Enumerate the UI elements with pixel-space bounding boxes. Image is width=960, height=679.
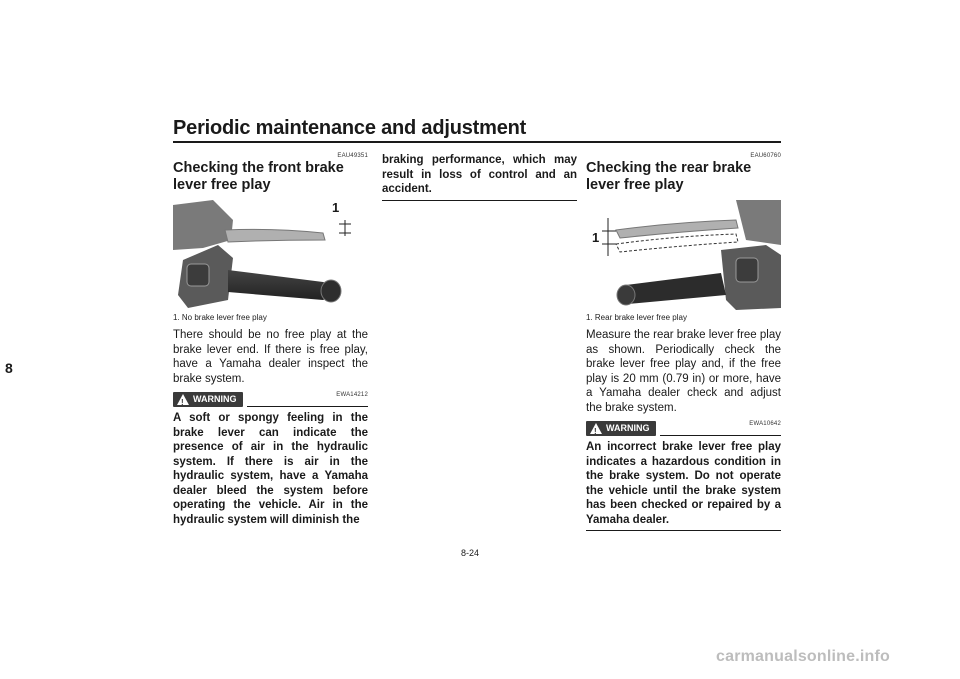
left-column (173, 153, 368, 527)
rear-brake-lever-illustration (586, 200, 781, 310)
rear-brake-lever-photo (586, 200, 781, 310)
front-brake-lever-illustration (173, 200, 368, 310)
chapter-number: 8 (5, 360, 13, 376)
figure-caption: 1. No brake lever free play (173, 313, 267, 322)
warning-divider (247, 406, 369, 407)
watermark: carmanualsonline.info (716, 648, 891, 665)
warning-triangle-icon (590, 423, 602, 434)
figure-caption: 1. Rear brake lever free play (586, 313, 687, 322)
warning-label: WARNING (606, 423, 650, 433)
middle-column (382, 153, 577, 201)
warning-label: WARNING (193, 394, 237, 404)
warning-text: A soft or spongy feeling in the brake lever can indicate the presence of air in the hydraulic system. If there is air in the hydraulic system, have a Yamaha dealer bleed the system before operating the vehicle. Air in the hydraulic system will diminish the (173, 412, 368, 526)
warning-end-divider (586, 530, 781, 531)
warning-code: EWA14212 (336, 392, 368, 398)
header-divider (173, 141, 781, 143)
page-number: 8-24 (461, 548, 480, 558)
chapter-tab (0, 290, 24, 590)
right-column (586, 153, 781, 531)
warning-badge (173, 392, 243, 407)
warning-code: EWA10642 (749, 421, 781, 427)
warning-end-divider (382, 200, 577, 201)
page-header-title: Periodic maintenance and adjustment (173, 117, 527, 139)
warning-text: An incorrect brake lever free play indicates a hazardous condition in the brake system. Do not operate the vehicle until the brake system has been checked or repaired by a Yamaha dealer. (586, 441, 781, 526)
warning-divider (660, 435, 782, 436)
figure-callout-number: 1 (332, 200, 340, 215)
warning-text-continued: braking performance, which may result in loss of control and an accident. (382, 154, 577, 195)
front-brake-lever-photo (173, 200, 368, 310)
section-heading: Checking the rear brake lever free play (586, 160, 752, 193)
section-code: EAU60760 (750, 153, 781, 159)
warning-badge (586, 421, 656, 436)
figure-callout-number: 1 (592, 230, 600, 245)
body-paragraph: There should be no free play at the brake lever end. If there is free play, have a Yamaha dealer inspect the brake system. (173, 329, 368, 385)
warning-triangle-icon (177, 394, 189, 405)
section-code: EAU49351 (337, 153, 368, 159)
section-heading: Checking the front brake lever free play (173, 160, 344, 193)
body-paragraph: Measure the rear brake lever free play as shown. Periodically check the brake lever free play and, if the free play is 20 mm (0.79 in) or more, have a Yamaha dealer check and adjust the brake system. (586, 329, 781, 414)
